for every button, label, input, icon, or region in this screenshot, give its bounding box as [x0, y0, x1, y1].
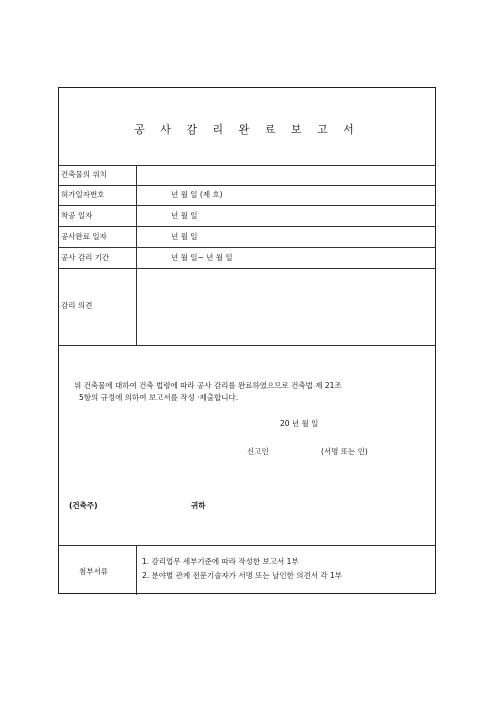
row-label-location: 건축물의 위치 — [61, 170, 107, 179]
row-label-completion-date: 공사완료 일자 — [61, 232, 107, 241]
honorific: 귀하 — [191, 501, 206, 510]
attachment-item: 2. 분야별 관계 전문기술자가 서명 또는 날인한 의견서 각 1부 — [142, 571, 343, 580]
submission-date: 20 년 월 일 — [280, 419, 319, 428]
reporter-signature: (서명 또는 인) — [321, 447, 368, 456]
attachment-item: 1. 감리업무 세부기준에 따라 작성한 보고서 1부 — [142, 557, 299, 566]
attachment-column-divider — [136, 545, 137, 595]
divider — [59, 165, 435, 166]
row-label-permit: 허가일자번호 — [61, 190, 105, 199]
opinion-label: 감리 의견 — [61, 301, 93, 310]
row-value-permit: 년 월 일 (제 호) — [171, 190, 223, 199]
divider — [59, 226, 435, 227]
row-value-supervision-period: 년 월 일~ 년 월 일 — [171, 253, 233, 262]
statement-line-2: 5항의 규정에 의하여 보고서를 작성 ·제출합니다. — [79, 393, 239, 402]
reporter-label: 신고인 — [247, 447, 269, 456]
divider — [59, 205, 435, 206]
label-column-divider — [136, 165, 137, 345]
row-label-supervision-period: 공사 감리 기간 — [61, 253, 110, 262]
attachments-label: 첨부서류 — [79, 567, 108, 576]
divider — [59, 185, 435, 186]
row-value-start-date: 년 월 일 — [171, 211, 198, 220]
divider — [59, 545, 435, 546]
statement-line-1: 위 건축물에 대하여 건축 법령에 따라 공사 감리를 완료하였으므로 건축법 제 21조 — [74, 381, 342, 390]
report-form — [58, 87, 436, 594]
row-label-start-date: 착공 일자 — [61, 211, 93, 220]
addressee: (건축주) — [69, 501, 98, 510]
form-title: 공 사 감 리 완 료 보 고 서 — [134, 123, 360, 136]
divider — [59, 247, 435, 248]
divider — [59, 345, 435, 346]
row-value-completion-date: 년 월 일 — [171, 232, 198, 241]
divider — [59, 268, 435, 269]
